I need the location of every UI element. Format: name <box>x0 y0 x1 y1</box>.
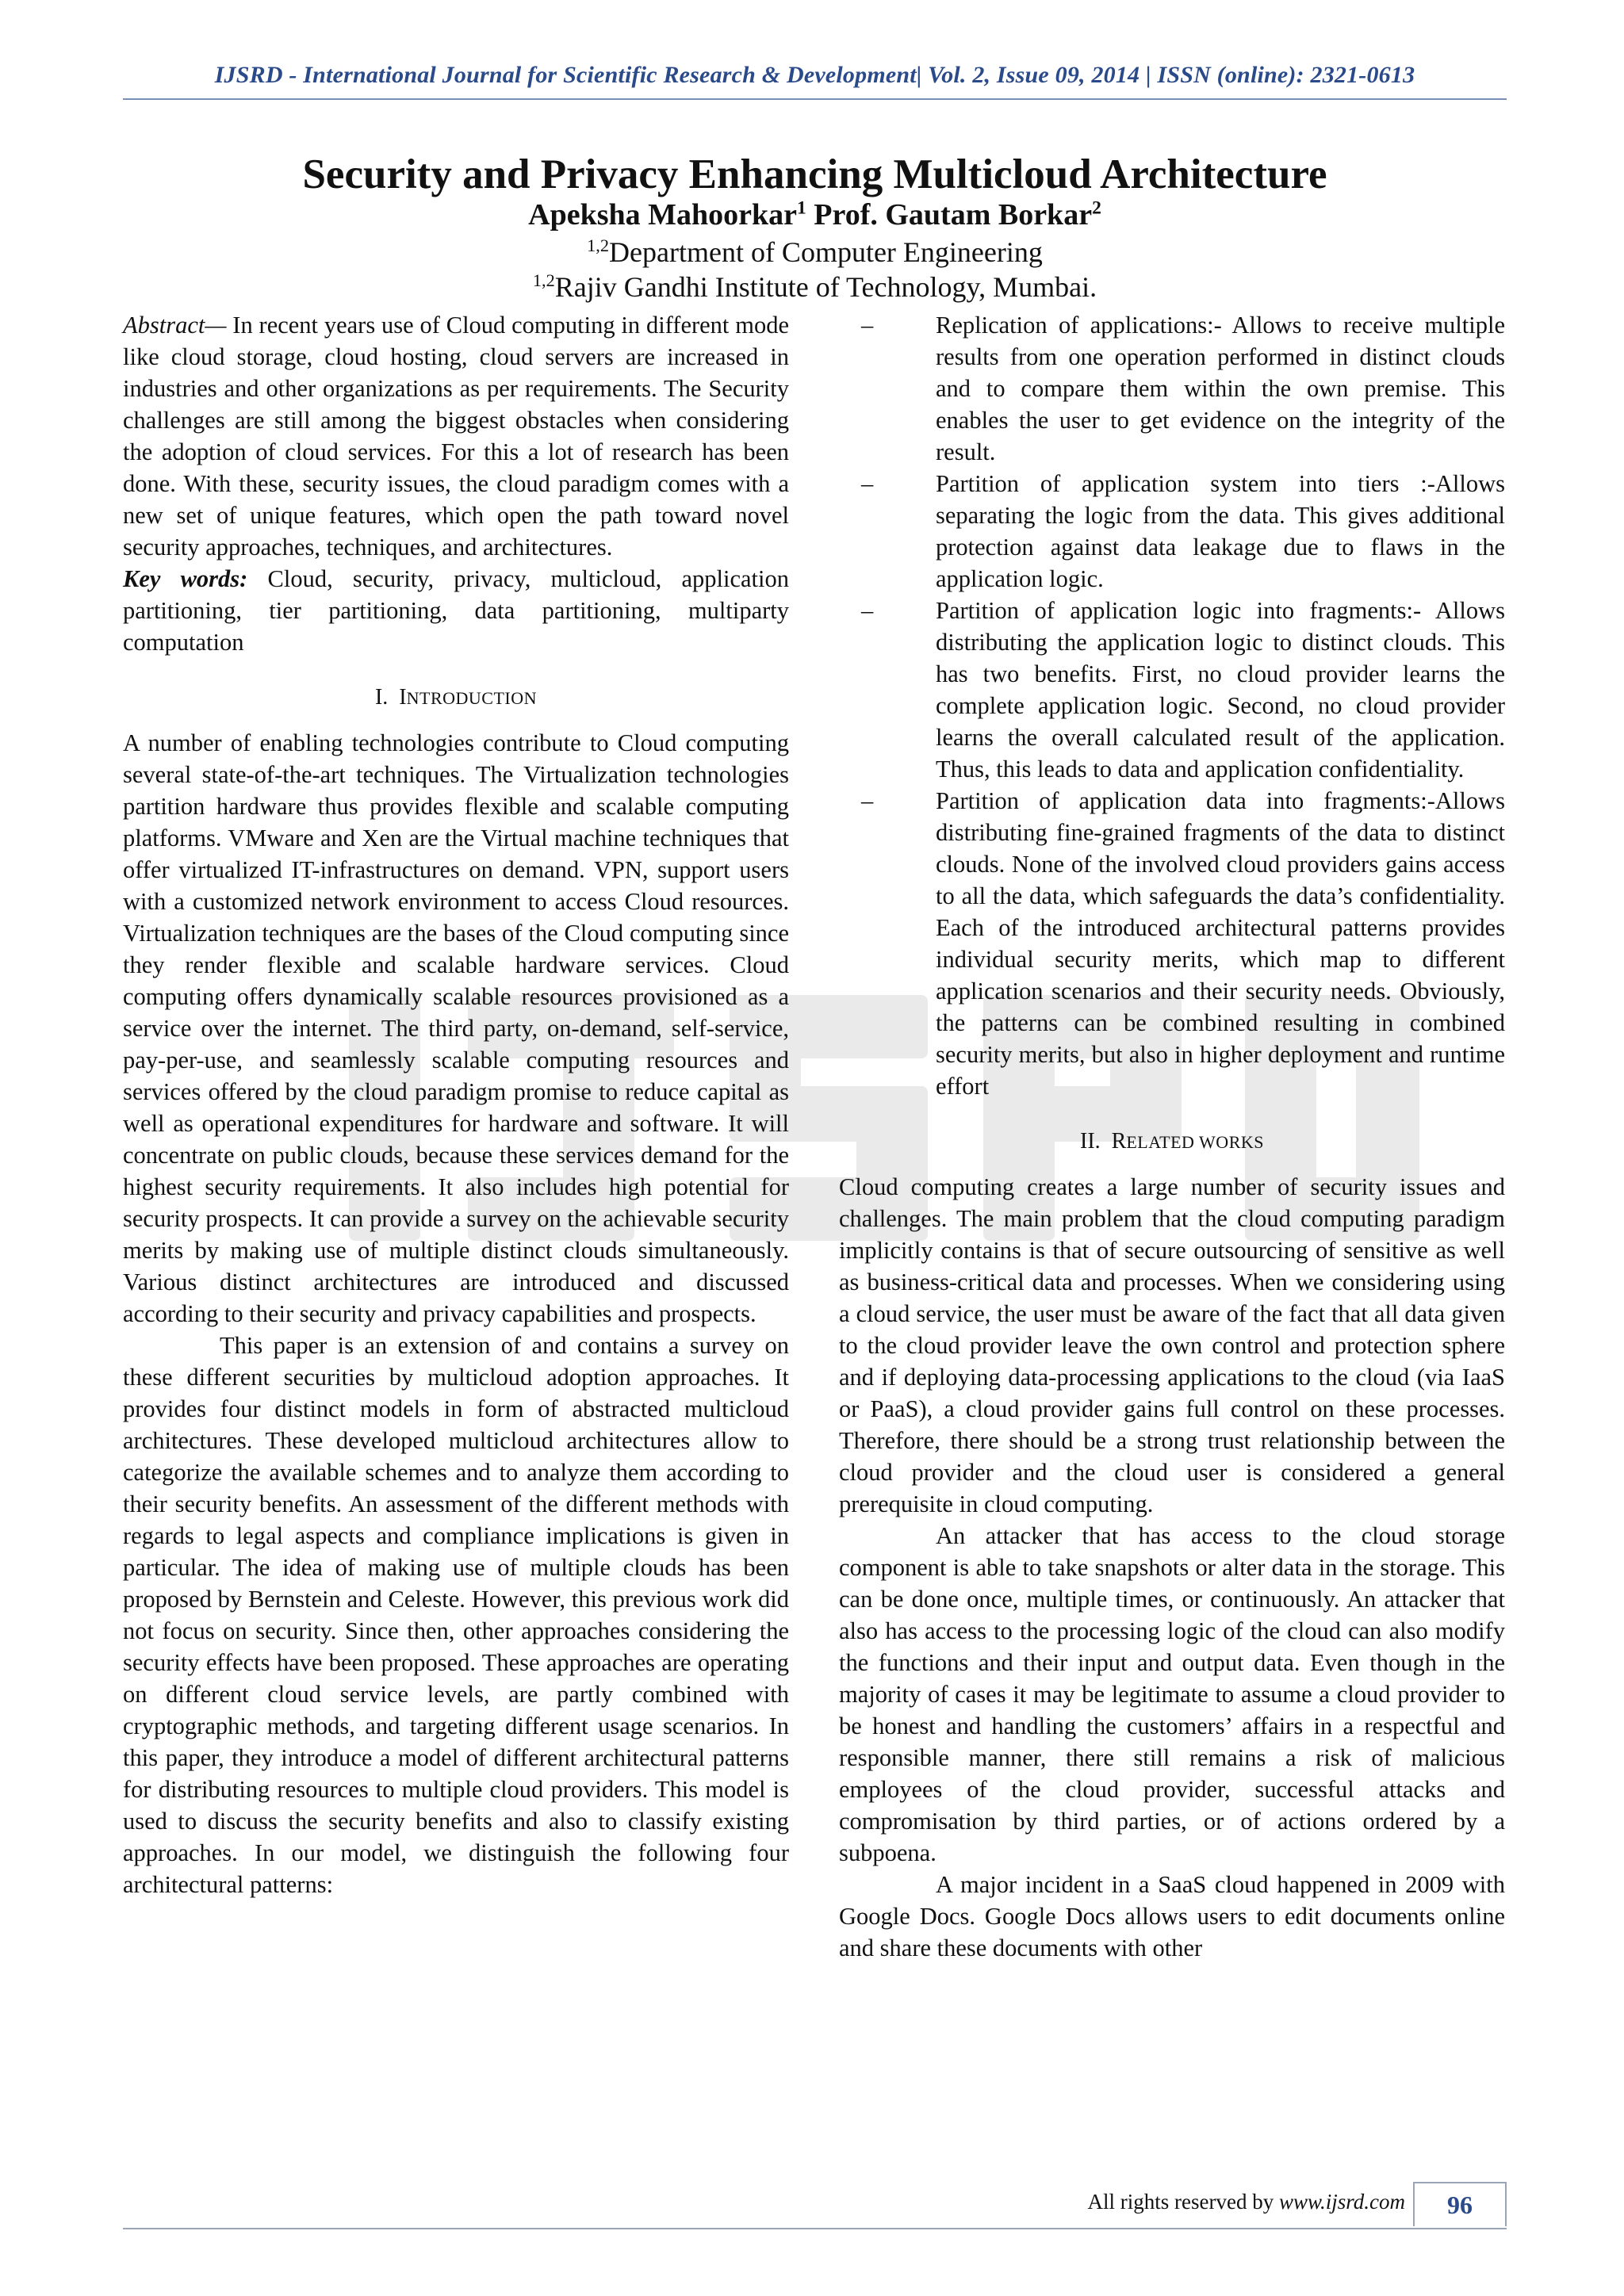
section-2-heading <box>839 1127 1505 1157</box>
related-works-paragraph-3: A major incident in a SaaS cloud happened in 2009 with Google Docs. Google Docs allows users to edit documents online and share these documents with other <box>839 1871 1505 1961</box>
author-1: Apeksha Mahoorkar <box>528 198 798 232</box>
keywords <box>123 563 789 658</box>
footer-rights <box>1031 2190 1405 2214</box>
author-1-affiliation-mark: 1 <box>797 197 806 219</box>
abstract <box>123 309 789 563</box>
running-head: IJSRD - International Journal for Scientific Research & Development| Vol. 2, Issue 09, 2014 | ISSN (online): 2321-0613 <box>214 62 1415 88</box>
list-item <box>839 785 1505 1102</box>
intro-paragraph-2: This paper is an extension of and contains a survey on these different securities by multicloud adoption approaches. It provides four distinct models in form of abstracted multicloud architectures. These developed multicloud architectures allow to categorize the available schemes and to analyze them according to their security benefits. An assessment of the different methods with regards to legal aspects and compliance implications is given in particular. The idea of making use of multiple clouds has been proposed by Bernstein and Celeste. However, this previous work did not focus on security. Since then, other approaches considering the security effects have been proposed. These approaches are operating on different cloud service levels, are partly combined with cryptographic methods, and targeting different usage scenarios. In this paper, they introduce a model of different architectural patterns for distributing resources to multiple cloud providers. This model is used to discuss the security benefits and also to classify existing approaches. In our model, we distinguish the following four architectural patterns: <box>123 1332 789 1898</box>
left-column <box>123 309 789 1900</box>
author-2: Prof. Gautam Borkar <box>814 198 1093 232</box>
section-1-title-initial: I <box>399 685 407 710</box>
affiliation-1-mark: 1,2 <box>587 235 610 255</box>
dash-bullet: – <box>861 597 874 624</box>
list-item <box>839 309 1505 468</box>
section-1-heading <box>123 683 789 713</box>
paper-title: Security and Privacy Enhancing Multicloud Architecture <box>302 151 1327 197</box>
footer-website-link[interactable]: www.ijsrd.com <box>1278 2190 1405 2214</box>
header-rule <box>123 98 1507 100</box>
keywords-label: Key words: <box>123 565 248 592</box>
dash-bullet: – <box>861 470 874 497</box>
section-1-number: I. <box>374 685 389 710</box>
abstract-text: In recent years use of Cloud computing in different mode like cloud storage, cloud hosting, cloud servers are increased in industries and other organizations as per requirements. The Security challenges are still among the biggest obstacles when considering the adoption of cloud services. For this a lot of research has been done. With these, security issues, the cloud paradigm comes with a new set of unique features, which open the path toward novel security approaches, techniques, and architectures. <box>123 312 789 561</box>
footer-rights-text: All rights reserved by <box>1087 2190 1279 2214</box>
affiliation-1-text: Department of Computer Engineering <box>609 236 1043 268</box>
affiliation-department <box>123 235 1507 270</box>
list-item <box>839 595 1505 785</box>
abstract-label: Abstract— <box>123 312 227 339</box>
dash-bullet: – <box>861 787 874 814</box>
affiliation-2-mark: 1,2 <box>532 270 555 290</box>
intro-paragraph-1: A number of enabling technologies contribute to Cloud computing several state-of-the-art techniques. The Virtualization technologies partition hardware thus provides flexible and scalable computing platforms. VMware and Xen are the Virtual machine techniques that offer virtualized IT-infrastructures on demand. VPN, support users with a customized network environment to access Cloud resources. Virtualization techniques are the bases of the Cloud computing since they render flexible and scalable hardware services. Cloud computing offers dynamically scalable resources provisioned as a service over the internet. The third party, on-demand, self-service, pay-per-use, and seamlessly scalable computing resources and services offered by the cloud paradigm promise to reduce capital as well as operational expenditures for hardware and software. It will concentrate on public clouds, because these services demand for the highest security requirements. It also includes high potential for security prospects. It can provide a survey on the achievable security merits by making use of multiple distinct clouds simultaneously. Various distinct architectures are introduced and discussed according to their security and privacy capabilities and prospects. <box>123 729 789 1327</box>
related-works-paragraph-1: Cloud computing creates a large number of security issues and challenges. The main problem that the cloud computing paradigm implicitly contains is that of secure outsourcing of sensitive as well as business-critical data and processes. When we considering using a cloud service, the user must be aware of the fact that all data given to the cloud provider leave the own control and protection sphere and if deploying data-processing applications to the cloud (via IaaS or PaaS), a cloud provider gains full control on these processes. Therefore, there should be a strong trust relationship between the cloud provider and the cloud user is considered a general prerequisite in cloud computing. <box>839 1173 1505 1517</box>
page-number: 96 <box>1413 2182 1507 2226</box>
architectural-patterns-list <box>839 309 1505 1102</box>
right-column <box>839 309 1505 1964</box>
section-2-title-initial: R <box>1111 1129 1127 1154</box>
list-item-text: Partition of application system into tiers :-Allows separating the logic from the data. This gives additional protection against data leakage due to flaws in the application logic. <box>936 470 1505 592</box>
dash-bullet: – <box>861 312 874 339</box>
list-item-text: Partition of application data into fragments:-Allows distributing fine-grained fragments of the data to distinct clouds. None of the involved cloud providers gains access to all the data, which safeguards the data’s confidentiality. Each of the introduced architectural patterns provides individual security merits, which map to different application scenarios and their security needs. Obviously, the patterns can be combined resulting in combined security merits, but also in higher deployment and runtime effort <box>936 787 1505 1100</box>
list-item-text: Partition of application logic into fragments:- Allows distributing the application logic to distinct clouds. This has two benefits. First, no cloud provider learns the complete application logic. Second, no cloud provider learns the overall calculated result of the application. Thus, this leads to data and application confidentiality. <box>936 597 1505 783</box>
keywords-text: Cloud, security, privacy, multicloud, application partitioning, tier partitioning, data partitioning, multiparty computation <box>123 565 789 656</box>
section-1-title-rest: NTRODUCTION <box>406 688 538 708</box>
related-works-paragraph-2: An attacker that has access to the cloud storage component is able to take snapshots or alter data in the storage. This can be done once, multiple times, or continuously. An attacker that also has access to the processing logic of the cloud can also modify the functions and their input and output data. Even though in the majority of cases it may be legitimate to assume a cloud provider to be honest and handling the customers’ affairs in a respectful and responsible manner, there still remains a risk of malicious employees of the cloud provider, successful attacks and compromisation by third parties, or of actions ordered by a subpoena. <box>839 1522 1505 1866</box>
author-2-affiliation-mark: 2 <box>1092 197 1101 219</box>
list-item <box>839 468 1505 595</box>
author-list <box>123 197 1507 233</box>
section-2-number: II. <box>1080 1129 1101 1154</box>
affiliation-2-text: Rajiv Gandhi Institute of Technology, Mumbai. <box>554 271 1097 303</box>
footer-rule <box>123 2228 1507 2229</box>
affiliation-institute <box>123 270 1507 304</box>
list-item-text: Replication of applications:- Allows to receive multiple results from one operation performed in distinct clouds and to compare them within the own premise. This enables the user to get evidence on the integrity of the result. <box>936 312 1505 465</box>
section-2-title-rest: ELATED WORKS <box>1126 1132 1264 1152</box>
